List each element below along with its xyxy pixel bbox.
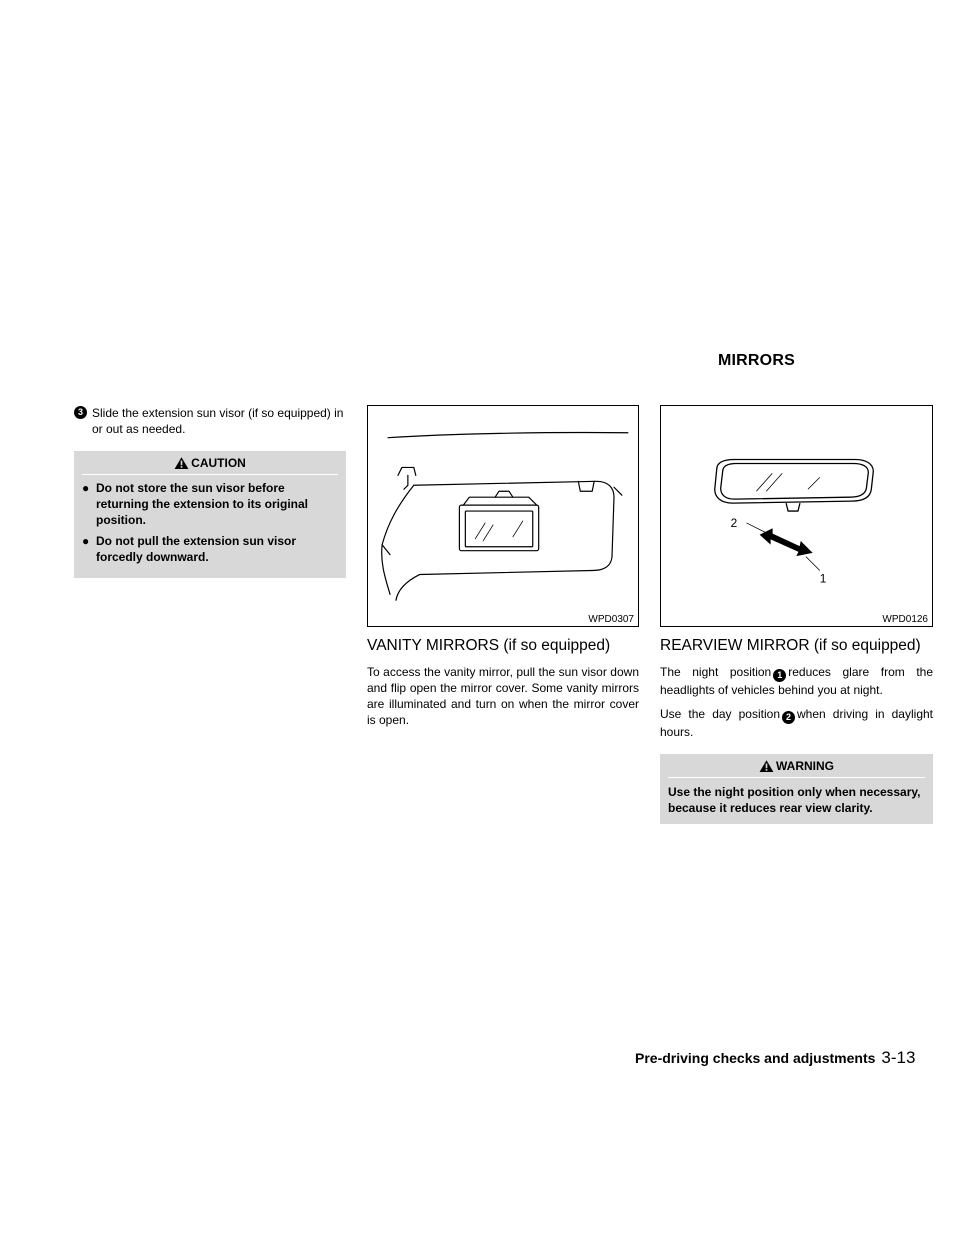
night-position-text: The night position 1 reduces glare from the headlights of vehicles behind you at night. <box>660 665 933 697</box>
callout-1: 1 <box>819 571 827 586</box>
rearview-mirror-figure <box>660 405 933 627</box>
callout-badge: 1 <box>773 669 786 682</box>
warning-label: WARNING <box>776 758 834 773</box>
page-number: 3-13 <box>881 1048 916 1067</box>
sun-visor-illustration <box>368 406 638 626</box>
figure-code: WPD0126 <box>882 614 928 625</box>
page-footer <box>635 1048 915 1068</box>
caution-list <box>82 480 338 565</box>
callout-badge: 2 <box>782 711 795 724</box>
vanity-mirrors-heading: VANITY MIRRORS (if so equipped) <box>367 637 611 654</box>
left-column <box>74 405 346 578</box>
caution-item: ● Do not pull the extension sun visor forcedly downward. <box>82 534 297 564</box>
chapter-title: Pre-driving checks and adjustments <box>635 1050 876 1066</box>
vanity-mirror-figure <box>367 405 639 627</box>
rearview-mirror-illustration <box>661 406 932 626</box>
double-arrow-icon <box>760 529 812 556</box>
warning-triangle-icon <box>174 456 189 470</box>
step-item <box>74 405 346 437</box>
step-text: Slide the extension sun visor (if so equipped) in or out as needed. <box>92 406 344 436</box>
vanity-mirrors-section <box>367 636 639 728</box>
caution-box <box>74 451 346 578</box>
caution-item: ● Do not store the sun visor before returning the extension to its original position. <box>82 481 309 527</box>
section-title: MIRRORS <box>718 352 795 369</box>
figure-code: WPD0307 <box>588 614 634 625</box>
rearview-mirror-heading: REARVIEW MIRROR (if so equipped) <box>660 637 921 654</box>
callout-2: 2 <box>730 515 738 530</box>
warning-header <box>668 754 925 778</box>
rearview-mirror-section <box>660 636 933 824</box>
vanity-mirrors-text: To access the vanity mirror, pull the sun visor down and flip open the mirror cover. Some vanity mirrors are illuminated and turn on when the mirror cover is open. <box>367 665 639 727</box>
caution-label: CAUTION <box>191 455 246 470</box>
warning-text: Use the night position only when necessary, because it reduces rear view clarity. <box>668 785 921 815</box>
warning-box <box>660 754 933 824</box>
caution-header <box>82 451 338 475</box>
step-number-badge: 3 <box>74 406 88 420</box>
warning-triangle-icon <box>759 759 774 773</box>
day-position-text: Use the day position 2 when driving in daylight hours. <box>660 707 933 739</box>
